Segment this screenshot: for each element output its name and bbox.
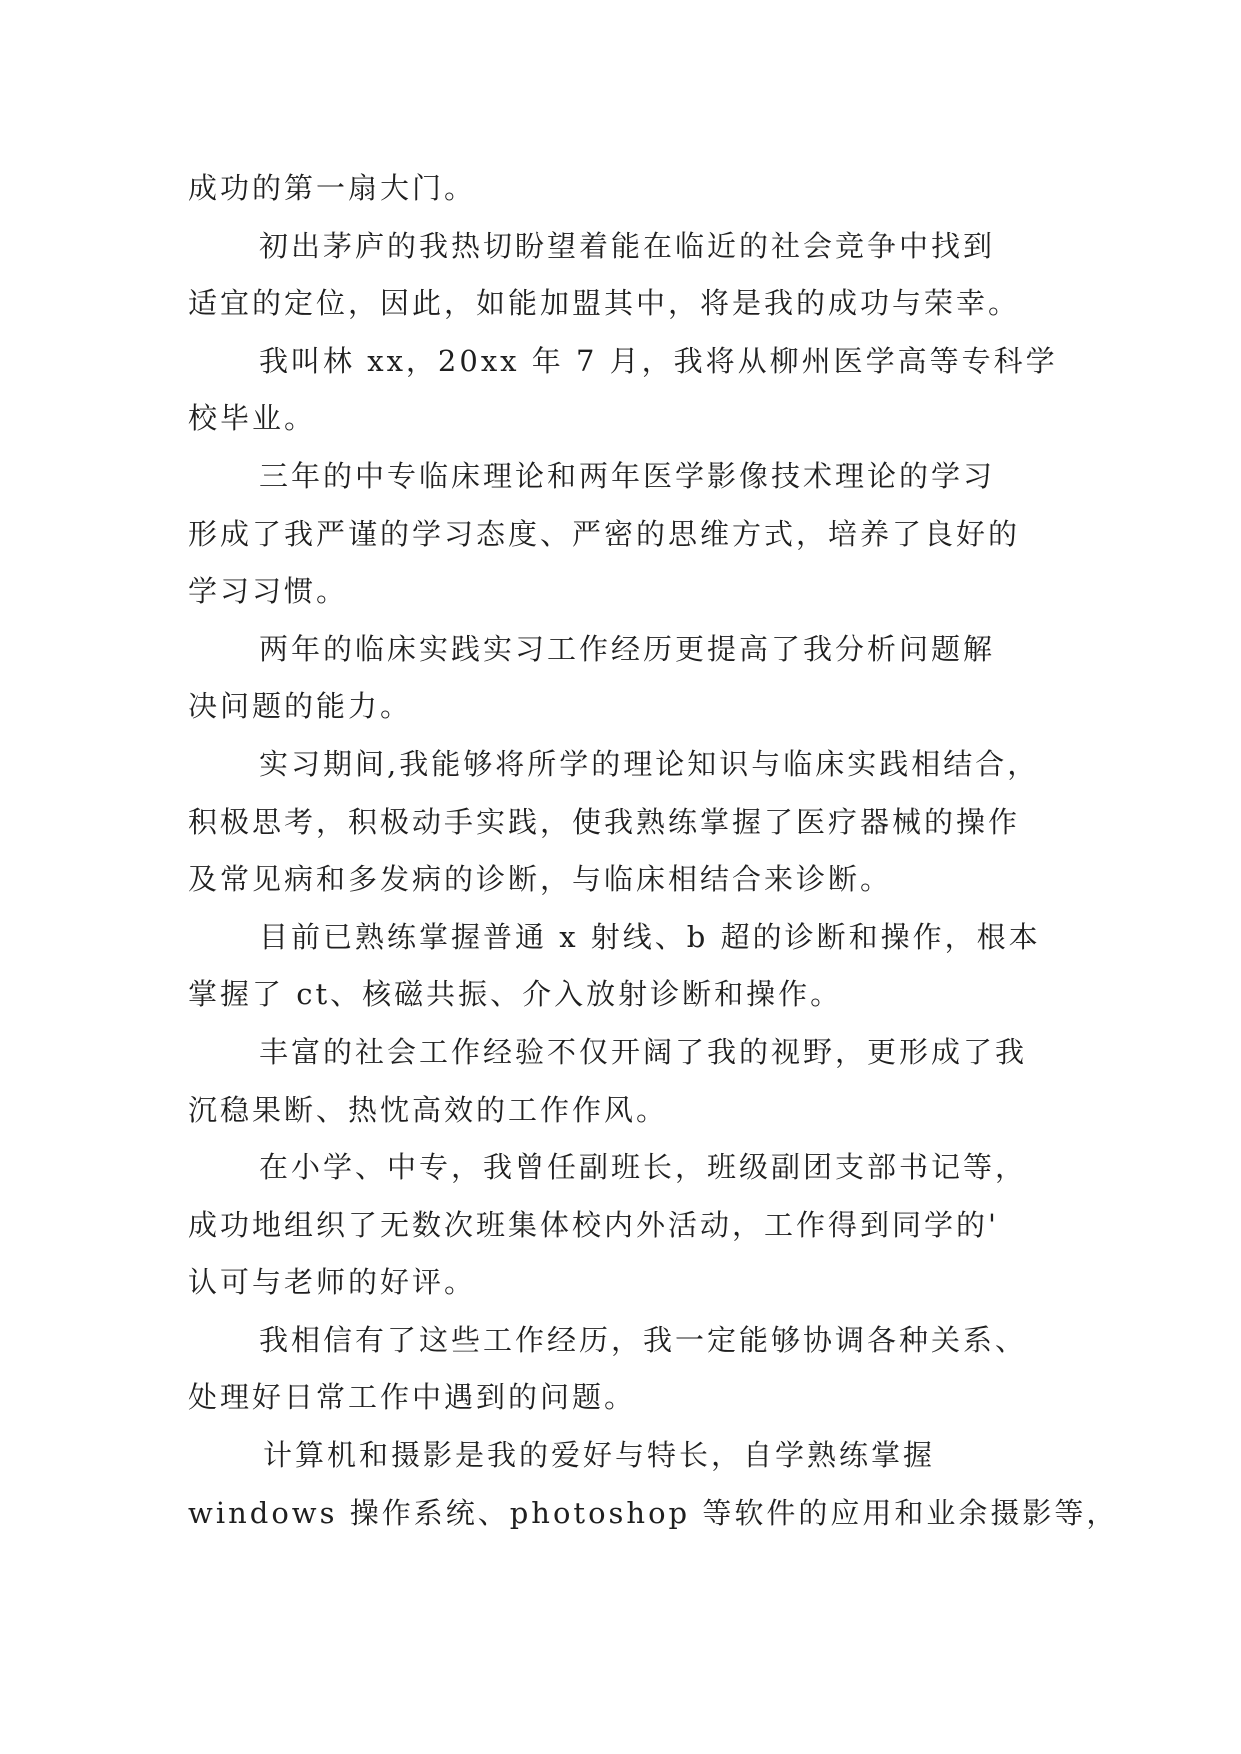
text-line: 我相信有了这些工作经历，我一定能够协调各种关系、: [259, 1322, 1028, 1357]
text-line: 成功的第一扇大门。: [188, 171, 477, 205]
text-line: 处理好日常工作中遇到的问题。: [188, 1380, 637, 1415]
text-line: 两年的临床实践实习工作经历更提高了我分析问题解: [259, 631, 996, 666]
text-line: 认可与老师的好评。: [188, 1265, 477, 1300]
text-line: 沉稳果断、热忱高效的工作作风。: [188, 1092, 669, 1127]
text-line: 适宜的定位，因此，如能加盟其中，将是我的成功与荣幸。: [188, 286, 1021, 321]
text-line: 目前已熟练掌握普通 x 射线、b 超的诊断和操作，根本: [259, 919, 1041, 954]
text-line: 学习习惯。: [188, 574, 349, 609]
text-line: 校毕业。: [188, 401, 317, 436]
text-line: 计算机和摄影是我的爱好与特长，自学熟练掌握: [263, 1438, 936, 1473]
text-line: 积极思考，积极动手实践，使我熟练掌握了医疗器械的操作: [188, 804, 1021, 839]
document-body: [188, 160, 1119, 1542]
text-line: 我叫林 xx，20xx 年 7 月，我将从柳州医学高等专科学: [259, 343, 1058, 378]
text-line: 成功地组织了无数次班集体校内外活动，工作得到同学的': [188, 1207, 999, 1242]
text-line: 在小学、中专，我曾任副班长，班级副团支部书记等，: [259, 1150, 1028, 1185]
text-line: 三年的中专临床理论和两年医学影像技术理论的学习: [259, 458, 996, 493]
text-line: 决问题的能力。: [188, 689, 413, 724]
text-line: 形成了我严谨的学习态度、严密的思维方式，培养了良好的: [188, 516, 1021, 551]
text-line: 丰富的社会工作经验不仅开阔了我的视野，更形成了我: [259, 1034, 1028, 1069]
text-line: 及常见病和多发病的诊断，与临床相结合来诊断。: [188, 862, 893, 897]
text-line: windows 操作系统、photoshop 等软件的应用和业余摄影等，: [188, 1495, 1119, 1530]
text-line: 实习期间,我能够将所学的理论知识与临床实践相结合，: [259, 746, 1040, 781]
text-line: 初出茅庐的我热切盼望着能在临近的社会竞争中找到: [259, 228, 996, 263]
text-line: 掌握了 ct、核磁共振、介入放射诊断和操作。: [188, 977, 843, 1012]
